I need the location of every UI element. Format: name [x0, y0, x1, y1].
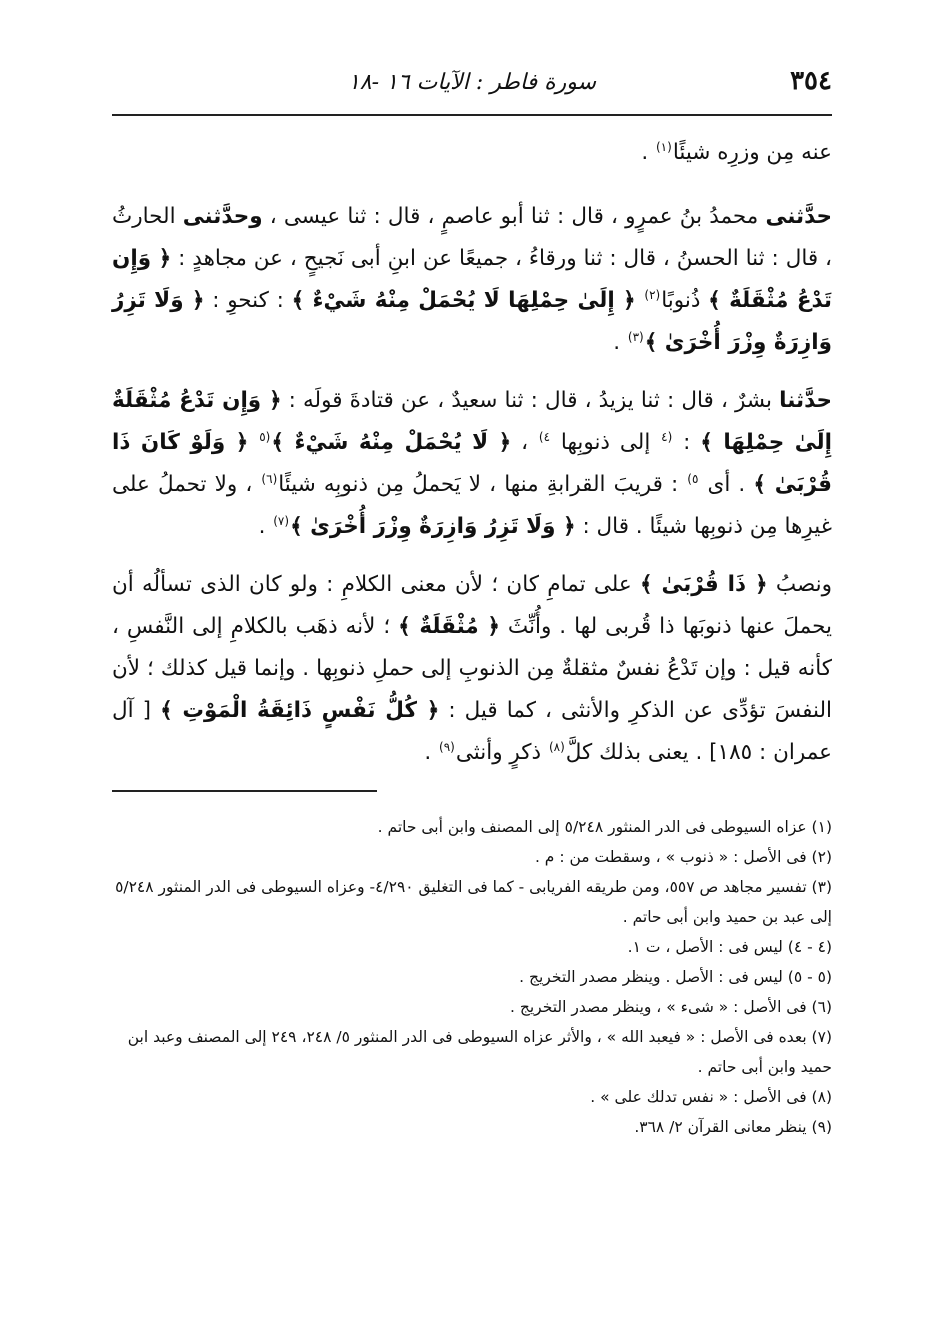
text-segment: [ آل عمران : ١٨٥] . يعنى بذلك كلَّ — [112, 698, 832, 765]
paragraph — [112, 196, 832, 364]
main-text — [112, 132, 832, 774]
footnote-reference: (٣) — [627, 329, 644, 344]
footnote: (٥ - ٥) ليس فى : الأصل . وينظر مصدر التخريج . — [519, 968, 832, 986]
text-segment: : كنحوِ : — [204, 288, 292, 313]
footnote: (٩) ينظر معانى القرآن ٢/ ٣٦٨. — [634, 1118, 832, 1136]
text-segment — [248, 430, 258, 455]
text-segment: ذُنوبًا — [661, 288, 709, 313]
text-segment: ونصبُ — [767, 572, 832, 597]
text-segment: ، — [511, 430, 538, 455]
footnote-reference: (٨) — [548, 739, 565, 754]
isnad-opening: حدَّثنا — [779, 388, 832, 413]
footnote-reference: (٧) — [273, 513, 290, 528]
quran-verse: ﴿ لَا يُحْمَلْ مِنْهُ شَيْءٌ ﴾ — [271, 430, 512, 455]
footnote: (٦) فى الأصل : « شىء » ، وينظر مصدر التخريج . — [509, 998, 832, 1016]
quran-verse: ﴿ ذَا قُرْبَىٰ ﴾ — [639, 572, 768, 597]
footnote: (٨) فى الأصل : « نفس تدلك على » . — [590, 1088, 832, 1106]
text-segment: ؛ لأنه ذهَب بالكلامِ إلى النَّفسِ ، كأنه قيل : وإن تَدْعُ نفسٌ مثقلةٌ مِن الذنوبِ إلى حملِ ذنوبِها . وإنما قيل كذلك ؛ لأن النفسَ تؤدِّى عن الذكرِ والأنثى ، كما قيل : — [112, 614, 833, 723]
paragraph — [112, 132, 832, 174]
text-segment: إلى ذنوبِها — [551, 430, 661, 455]
text-segment: . — [641, 140, 655, 165]
footnote-reference: (٤ — [661, 429, 673, 444]
footnote: (٣) تفسير مجاهد ص ٥٥٧، ومن طريقه الفريابى - كما فى التغليق ٤/٢٩٠- وعزاه السيوطى فى الدر المنثور ٥/٢٤٨ إلى عبد بن حميد وابن أبى حاتم . — [115, 878, 832, 926]
book-page — [112, 40, 832, 1300]
text-segment: ذكرٍ وأنثى — [455, 740, 548, 765]
footnote: (٧) بعده فى الأصل : « فيعبد الله » ، والأثر عزاه السيوطى فى الدر المنثور ٥/ ٢٤٨، ٢٤٩ إلى المصنف وعبد ابن حميد وابن أبى حاتم . — [127, 1028, 832, 1076]
page-number: ٣٥٤ — [790, 66, 832, 96]
footnote-reference: (٩) — [439, 739, 455, 754]
footnote-divider — [112, 790, 377, 792]
quran-verse: ﴿ وَلَا تَزِرُ وَازِرَةٌ وِزْرَ أُخْرَىٰ ﴾ — [112, 288, 832, 355]
text-segment: . أى — [699, 472, 754, 497]
text-segment: . — [258, 514, 273, 539]
footnote: (٤ - ٤) ليس فى : الأصل ، ت ١. — [627, 938, 832, 956]
isnad-opening: حدَّثنى — [765, 204, 832, 229]
footnote-reference: ٤) — [538, 429, 551, 444]
footnote-reference: (١) — [655, 139, 672, 154]
page-header — [112, 40, 832, 116]
footnote-reference: ٥) — [687, 471, 699, 486]
quran-verse: ﴿ إِلَىٰ حِمْلِهَا لَا يُحْمَلْ مِنْهُ شَيْءٌ ﴾ — [291, 288, 636, 313]
text-segment — [636, 288, 644, 313]
text-segment: محمدُ بنُ عمرٍو ، قال : ثنا أبو عاصمٍ ، قال : ثنا عيسى ، — [262, 204, 766, 229]
footnote: (١) عزاه السيوطى فى الدر المنثور ٥/٢٤٨ إلى المصنف وابن أبى حاتم . — [377, 818, 832, 836]
quran-verse: ﴿ وَلَا تَزِرُ وَازِرَةٌ وِزْرَ أُخْرَىٰ ﴾ — [290, 514, 576, 539]
text-segment: ، ولا تحملُ على غيرِها مِن ذنوبِها شيئًا . قال : — [112, 472, 832, 539]
quran-verse: ﴿ وَإِن تَدْعُ مُثْقَلَةٌ ﴾ — [112, 246, 833, 313]
text-segment: على تمامِ كان ؛ لأن معنى الكلامِ : ولو كان الذى تسألُه أن يحملَ عنها ذنوبَها ذا قُربى لها . وأُنِّثَ — [112, 572, 832, 639]
text-segment: . — [613, 330, 627, 355]
footnote-reference: (٢) — [644, 287, 661, 302]
paragraph — [112, 380, 832, 548]
footnote: (٢) فى الأصل : « ذنوب » ، وسقطت من : م . — [534, 848, 832, 866]
quran-verse: ﴿ مُثْقَلَةٌ ﴾ — [398, 614, 500, 639]
paragraph — [112, 564, 832, 774]
text-segment: الحارثُ ، قال : ثنا الحسنُ ، قال : ثنا ورقاءُ ، جميعًا عن ابنِ أبى نَجيحٍ ، عن مجاهدٍ : — [112, 204, 832, 271]
text-segment: : قريبَ القرابةِ منها ، لا يَحملُ مِن ذنوبِه شيئًا — [278, 472, 687, 497]
text-segment: . — [424, 740, 439, 765]
footnote-reference: (٦) — [261, 471, 278, 486]
footnote-reference: (٥ — [259, 429, 271, 444]
text-segment: عنه مِن وزرِه شيئًا — [672, 140, 832, 165]
footnotes — [112, 812, 832, 1142]
quran-verse: ﴿ كُلُّ نَفْسٍ ذَائِقَةُ الْمَوْتِ ﴾ — [160, 698, 440, 723]
quran-verse: ﴿ وَإِن تَدْعُ مُثْقَلَةٌ إِلَىٰ حِمْلِهَا ﴾ — [112, 388, 832, 455]
quran-verse: ﴿ وَلَوْ كَانَ ذَا قُرْبَىٰ ﴾ — [112, 430, 832, 497]
running-title: سورة فاطر : الآيات ١٦ -١٨ — [347, 70, 597, 95]
isnad-opening: وحدَّثنى — [182, 204, 263, 229]
text-segment: بشرٌ ، قال : ثنا يزيدُ ، قال : ثنا سعيدٌ ، عن قتادةَ قولَه : — [281, 388, 780, 413]
text-segment: : — [673, 430, 701, 455]
